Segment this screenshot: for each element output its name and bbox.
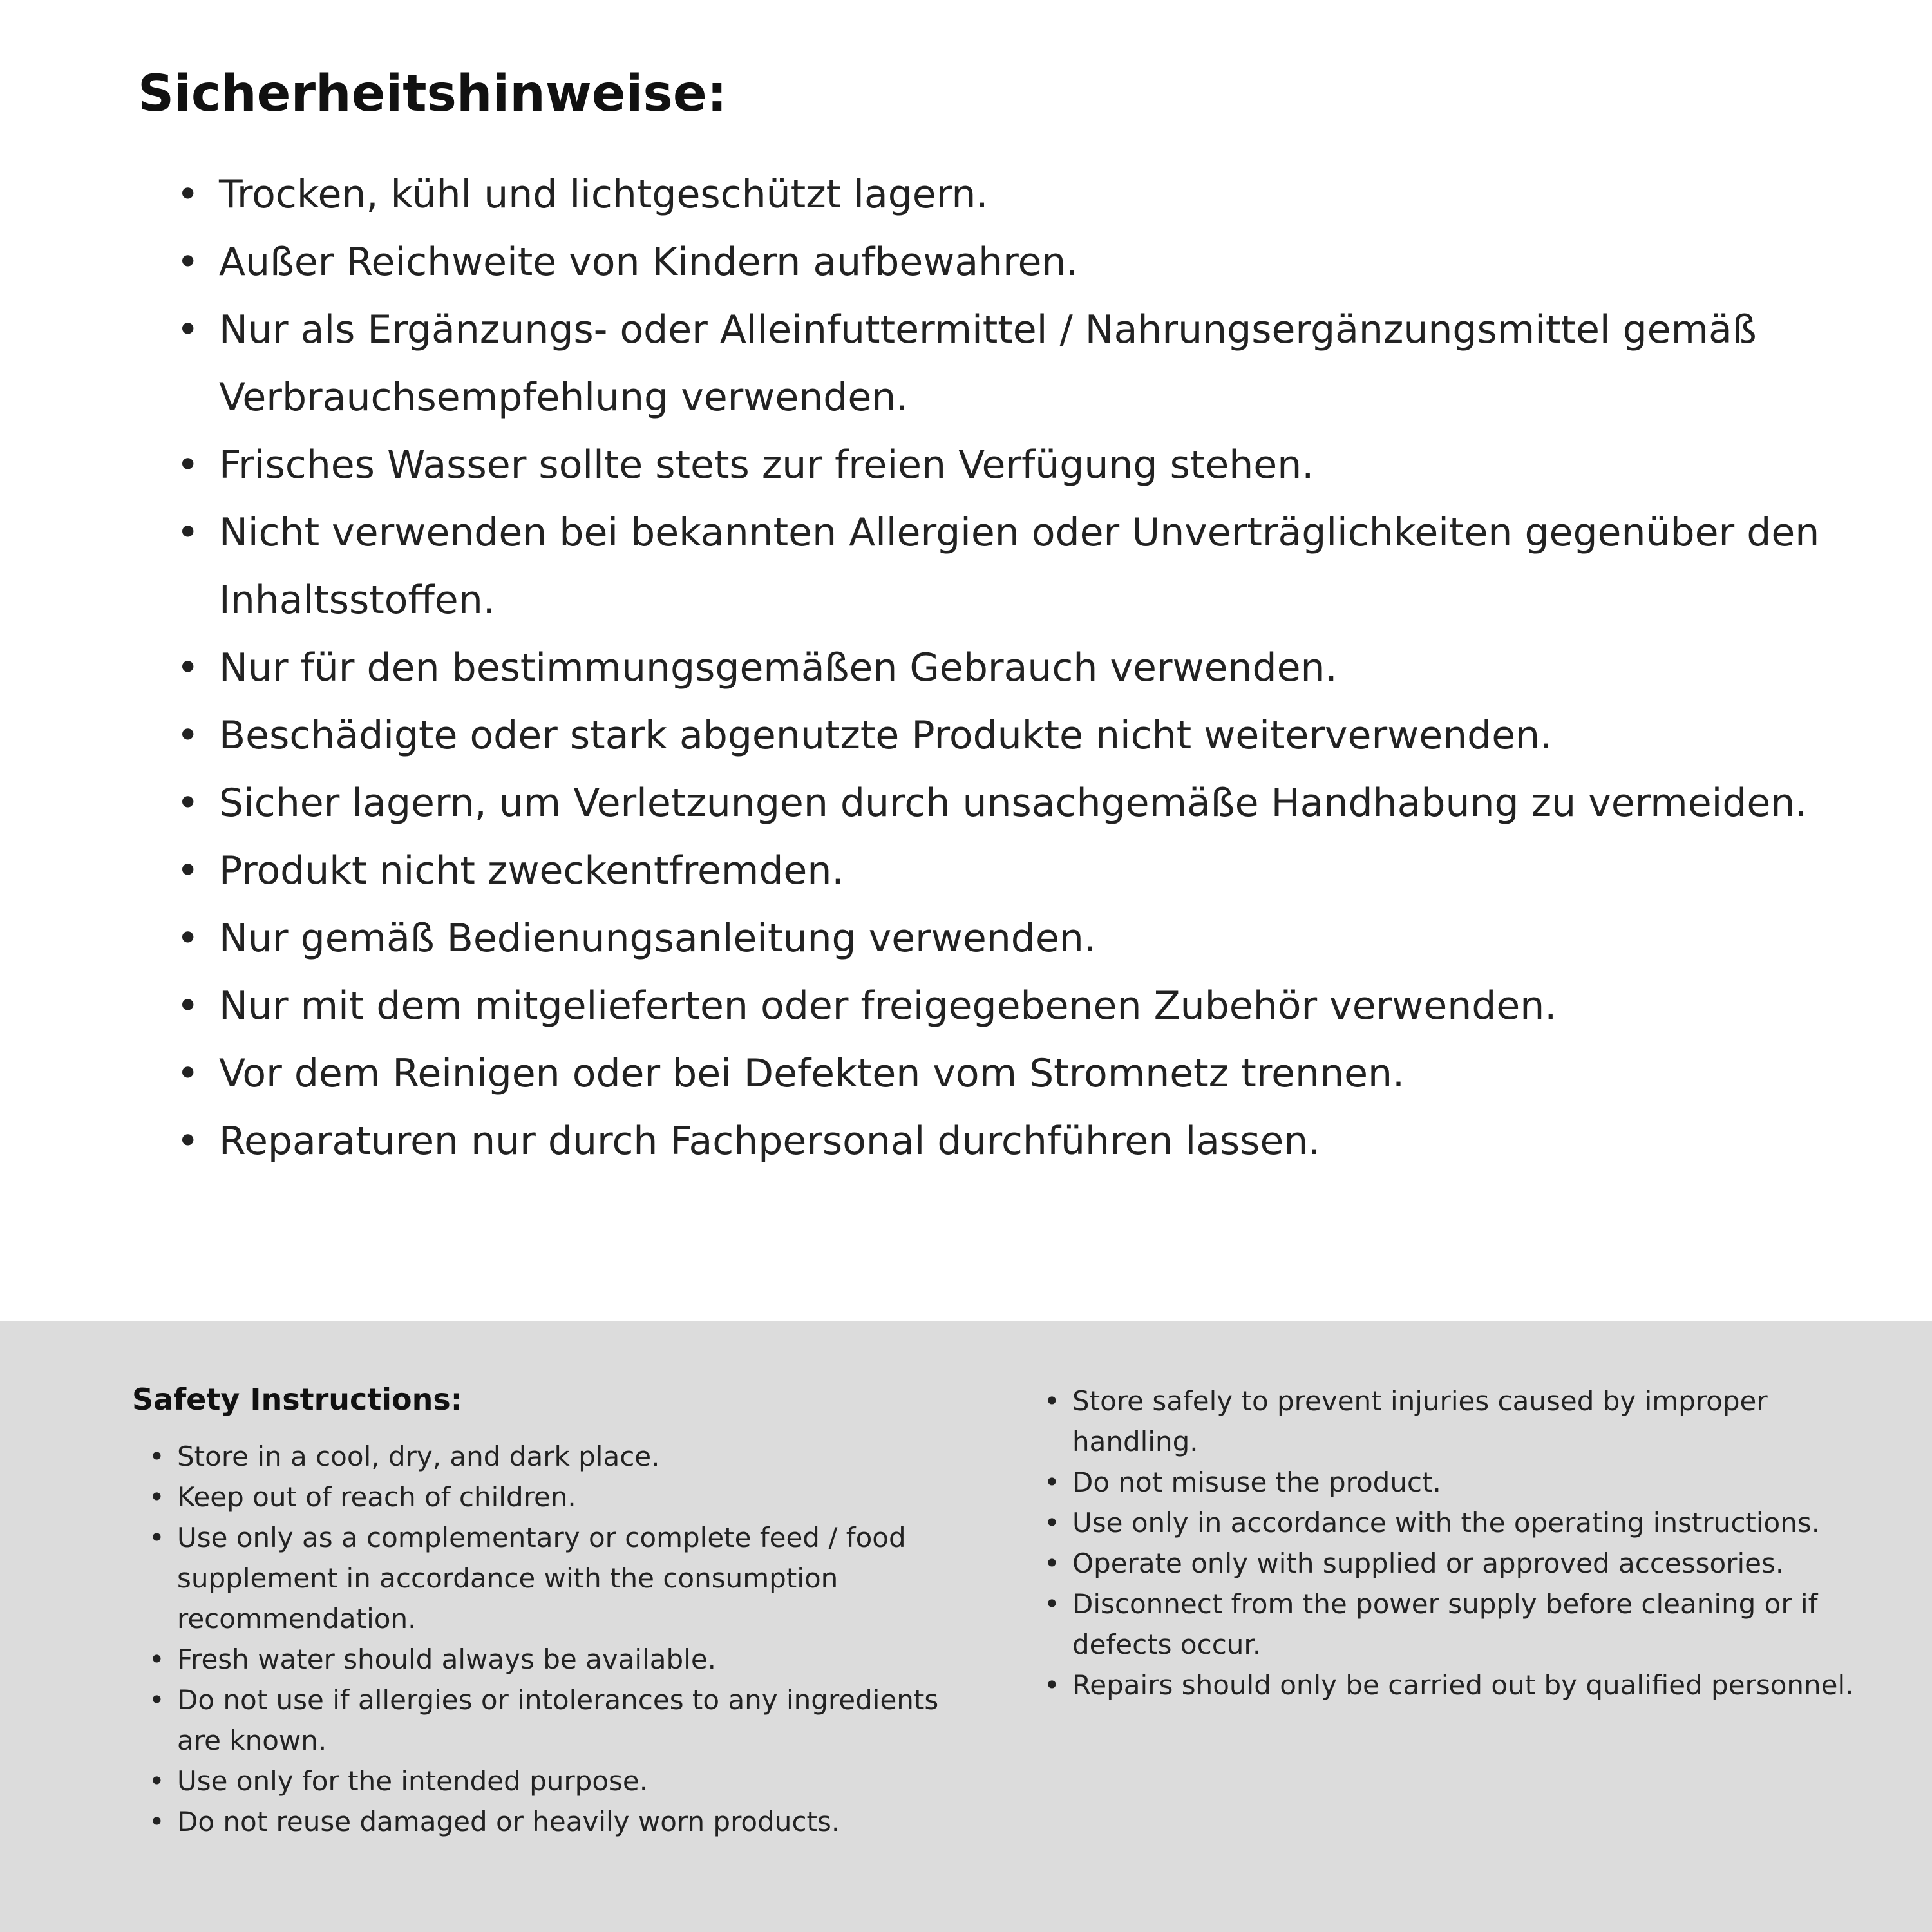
- german-section-title: Sicherheitshinweise:: [138, 65, 727, 123]
- list-item: • Nur gemäß Bedienungsanleitung verwenden.: [176, 905, 1842, 972]
- list-item: • Store in a cool, dry, and dark place.: [149, 1436, 989, 1477]
- list-item: • Nicht verwenden bei bekannten Allergien oder Unverträglichkeiten gegenüber den Inhaltsstoffen.: [176, 499, 1842, 634]
- list-item: • Fresh water should always be available.: [149, 1639, 989, 1680]
- english-left-column: [132, 1381, 989, 1932]
- list-item: • Keep out of reach of children.: [149, 1477, 989, 1517]
- english-section-title: Safety Instructions:: [132, 1382, 463, 1417]
- list-item: • Außer Reichweite von Kindern aufbewahren.: [176, 229, 1842, 296]
- list-item: • Store safely to prevent injuries caused by improper handling.: [1044, 1381, 1855, 1462]
- list-item: • Nur als Ergänzungs- oder Alleinfuttermittel / Nahrungsergänzungsmittel gemäß Verbrauchsempfehlung verwenden.: [176, 296, 1842, 431]
- list-item: • Do not use if allergies or intolerances to any ingredients are known.: [149, 1680, 989, 1761]
- list-item: • Reparaturen nur durch Fachpersonal durchführen lassen.: [176, 1108, 1842, 1175]
- list-item: • Repairs should only be carried out by qualified personnel.: [1044, 1665, 1855, 1705]
- list-item: • Produkt nicht zweckentfremden.: [176, 837, 1842, 905]
- list-item: • Trocken, kühl und lichtgeschützt lagern.: [176, 161, 1842, 229]
- english-right-column: [1044, 1381, 1855, 1932]
- list-item: • Do not misuse the product.: [1044, 1462, 1855, 1502]
- english-left-list: [132, 1436, 989, 1842]
- list-item: • Disconnect from the power supply before cleaning or if defects occur.: [1044, 1584, 1855, 1665]
- list-item: • Use only as a complementary or complete feed / food supplement in accordance with the consumption recommendation.: [149, 1517, 989, 1639]
- list-item: • Operate only with supplied or approved accessories.: [1044, 1543, 1855, 1584]
- list-item: • Frisches Wasser sollte stets zur freien Verfügung stehen.: [176, 431, 1842, 499]
- list-item: • Vor dem Reinigen oder bei Defekten vom Stromnetz trennen.: [176, 1040, 1842, 1108]
- english-safety-section: [0, 1321, 1932, 1932]
- list-item: • Sicher lagern, um Verletzungen durch unsachgemäße Handhabung zu vermeiden.: [176, 770, 1842, 837]
- german-safety-list: [138, 161, 1842, 1175]
- list-item: • Nur mit dem mitgelieferten oder freigegebenen Zubehör verwenden.: [176, 972, 1842, 1040]
- list-item: • Do not reuse damaged or heavily worn products.: [149, 1801, 989, 1842]
- list-item: • Use only in accordance with the operating instructions.: [1044, 1502, 1855, 1543]
- list-item: • Beschädigte oder stark abgenutzte Produkte nicht weiterverwenden.: [176, 702, 1842, 770]
- english-right-list: [1044, 1381, 1855, 1705]
- list-item: • Use only for the intended purpose.: [149, 1761, 989, 1801]
- list-item: • Nur für den bestimmungsgemäßen Gebrauch verwenden.: [176, 634, 1842, 702]
